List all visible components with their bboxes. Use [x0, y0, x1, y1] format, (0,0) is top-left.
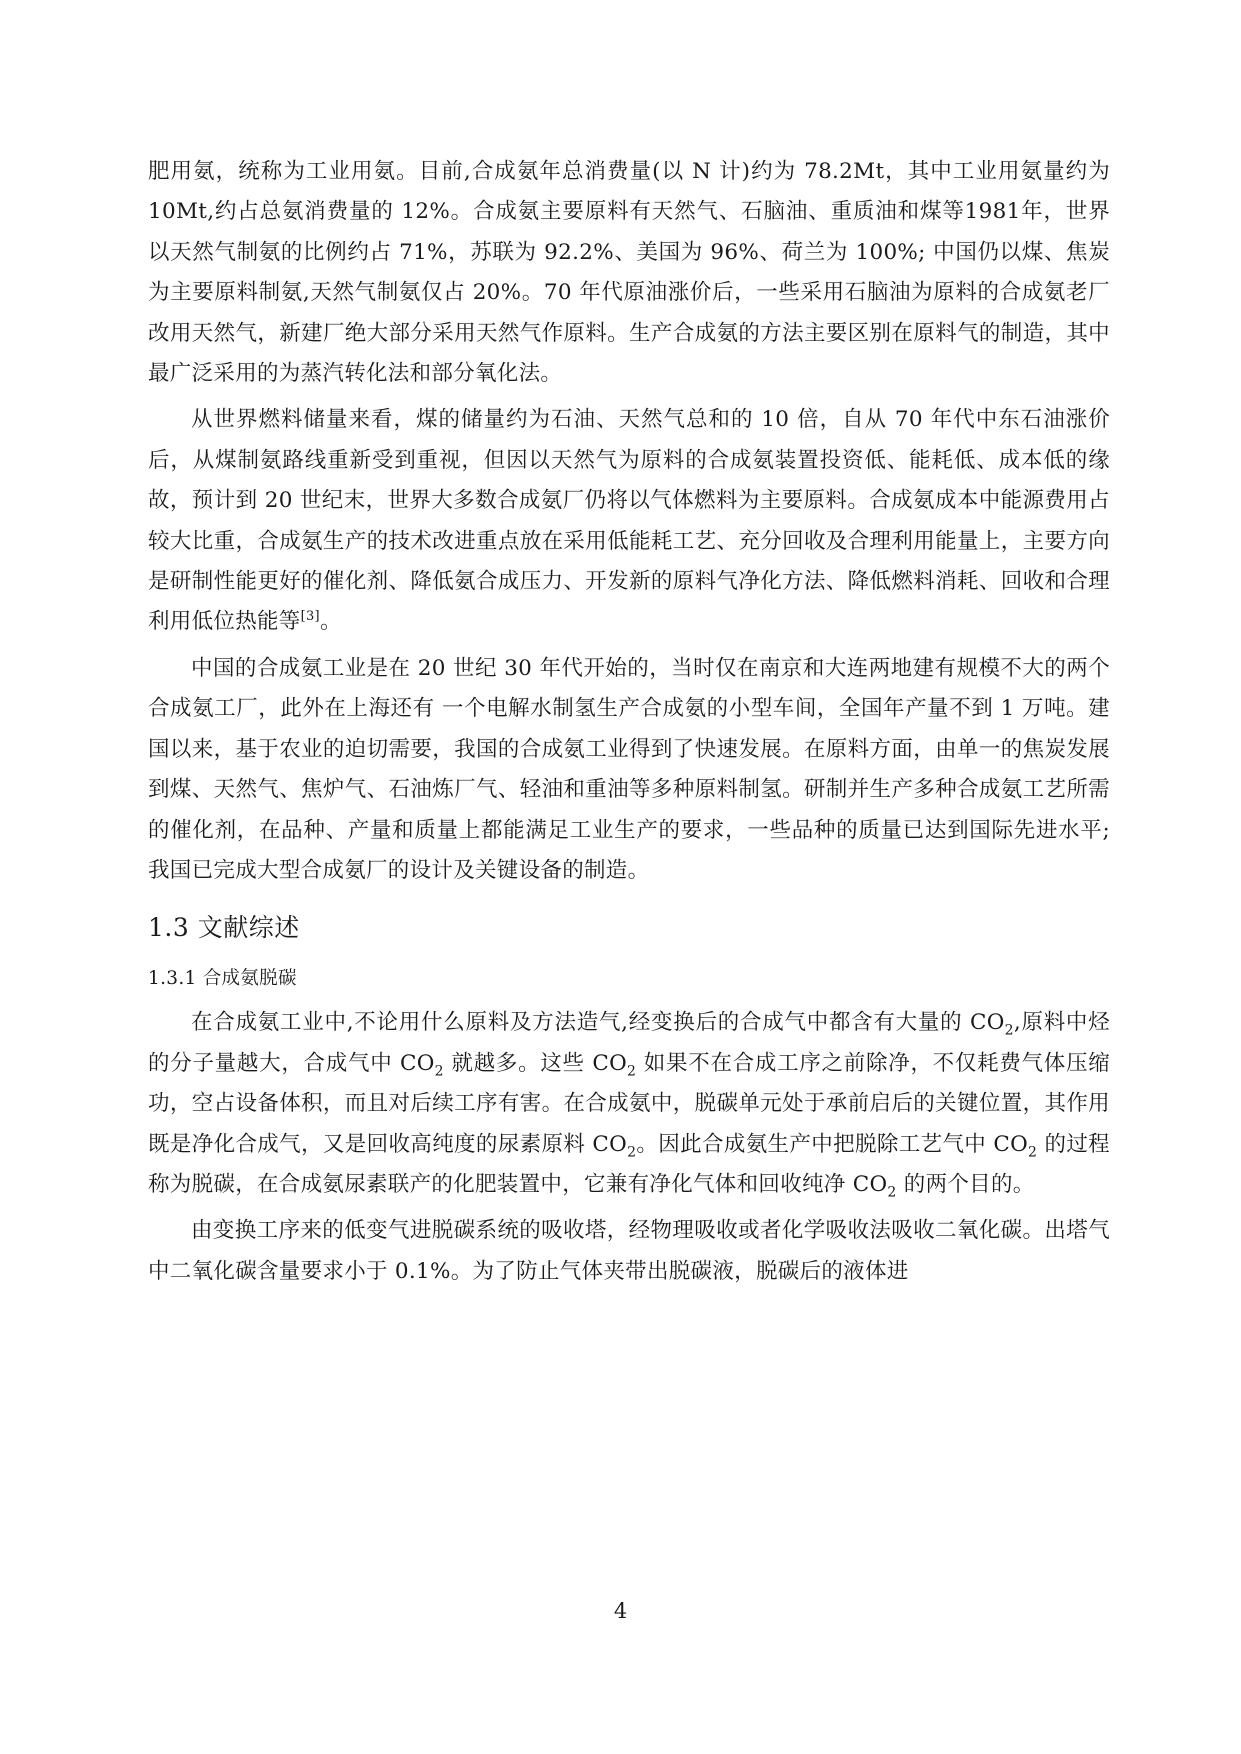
decarb-text-1: 在合成氨工业中,不论用什么原料及方法造气,经变换后的合成气中都含有大量的 CO	[191, 1010, 1005, 1036]
co2-subscript: 2	[887, 1184, 897, 1201]
page-number: 4	[613, 1599, 628, 1623]
page-body	[148, 152, 1110, 1298]
co2-subscript: 2	[1004, 1022, 1014, 1039]
decarb-text-6: 的过程称为脱碳，在合成氨尿素联产的化肥装置中，它兼有净化气体和回收纯净 CO	[148, 1131, 1110, 1197]
subsection-heading: 1.3.1 合成氨脱碳	[148, 968, 297, 990]
co2-subscript: 2	[1028, 1143, 1038, 1160]
paragraph-fuel-reserves	[148, 400, 1110, 642]
paragraph-fuel-reserves-end: 。	[319, 609, 342, 635]
decarb-text-2: ,原料中烃的分子量越大，合成气中 CO	[148, 1010, 1110, 1076]
decarb-text-3: 就越多。这些 CO	[443, 1050, 628, 1076]
decarb-text-5: 。因此合成氨生产中把脱除工艺气中 CO	[636, 1131, 1029, 1157]
paragraph-ammonia-consumption: 肥用氨，统称为工业用氨。目前,合成氨年总消费量(以 N 计)约为 78.2Mt，其中工业用氨量约为 10Mt,约占总氨消费量的 12%。合成氨主要原料有天然气、石脑油、重质油和煤等1981年，世界以天然气制氨的比例约占 71%，苏联为 92.2%、美国为 96%、荷兰为 100%; 中国仍以煤、焦炭为主要原料制氨,天然气制氨仅占 20%。70 年代原油涨价后，一些采用石脑油为原料的合成氨老厂改用天然气，新建厂绝大部分采用天然气作原料。生产合成氨的方法主要区别在原料气的制造，其中最广泛采用的为蒸汽转化法和部分氧化法。	[148, 159, 1110, 387]
paragraph-china-ammonia-industry: 中国的合成氨工业是在 20 世纪 30 年代开始的，当时仅在南京和大连两地建有规模不大的两个合成氨工厂，此外在上海还有 一个电解水制氢生产合成氨的小型车间，全国年产量不到 1 万吨。建国以来，基于农业的迫切需要，我国的合成氨工业得到了快速发展。在原料方面，由单一的焦炭发展到煤、天然气、焦炉气、石油炼厂气、轻油和重油等多种原料制氢。研制并生产多种合成氨工艺所需的催化剂，在品种、产量和质量上都能满足工业生产的要求，一些品种的质量已达到国际先进水平; 我国已完成大型合成氨厂的设计及关键设备的制造。	[148, 655, 1110, 883]
co2-subscript: 2	[627, 1063, 637, 1080]
citation-reference: [3]	[300, 609, 320, 625]
decarb-text-4: 如果不在合成工序之前除净，不仅耗费气体压缩功，空占设备体积，而且对后续工序有害。在合成氨中，脱碳单元处于承前启后的关键位置，其作用既是净化合成气，又是回收高纯度的尿素原料 CO	[148, 1050, 1111, 1157]
co2-subscript: 2	[627, 1143, 637, 1160]
section-heading: 1.3 文献综述	[148, 913, 300, 943]
paragraph-decarbonization	[148, 1003, 1110, 1205]
co2-subscript: 2	[434, 1063, 444, 1080]
paragraph-absorption-tower: 由变换工序来的低变气进脱碳系统的吸收塔，经物理吸收或者化学吸收法吸收二氧化碳。出塔气中二氧化碳含量要求小于 0.1%。为了防止气体夹带出脱碳液，脱碳后的液体进	[148, 1218, 1110, 1284]
paragraph-fuel-reserves-text: 从世界燃料储量来看，煤的储量约为石油、天然气总和的 10 倍，自从 70 年代中东石油涨价后，从煤制氨路线重新受到重视，但因以天然气为原料的合成氨装置投资低、能耗低、成本低的缘故，预计到 20 世纪末，世界大多数合成氨厂仍将以气体燃料为主要原料。合成氨成本中能源费用占较大比重，合成氨生产的技术改进重点放在采用低能耗工艺、充分回收及合理利用能量上，主要方向是研制性能更好的催化剂、降低氨合成压力、开发新的原料气净化方法、降低燃料消耗、回收和合理利用低位热能等	[148, 407, 1110, 635]
decarb-text-7: 的两个目的。	[896, 1171, 1035, 1197]
